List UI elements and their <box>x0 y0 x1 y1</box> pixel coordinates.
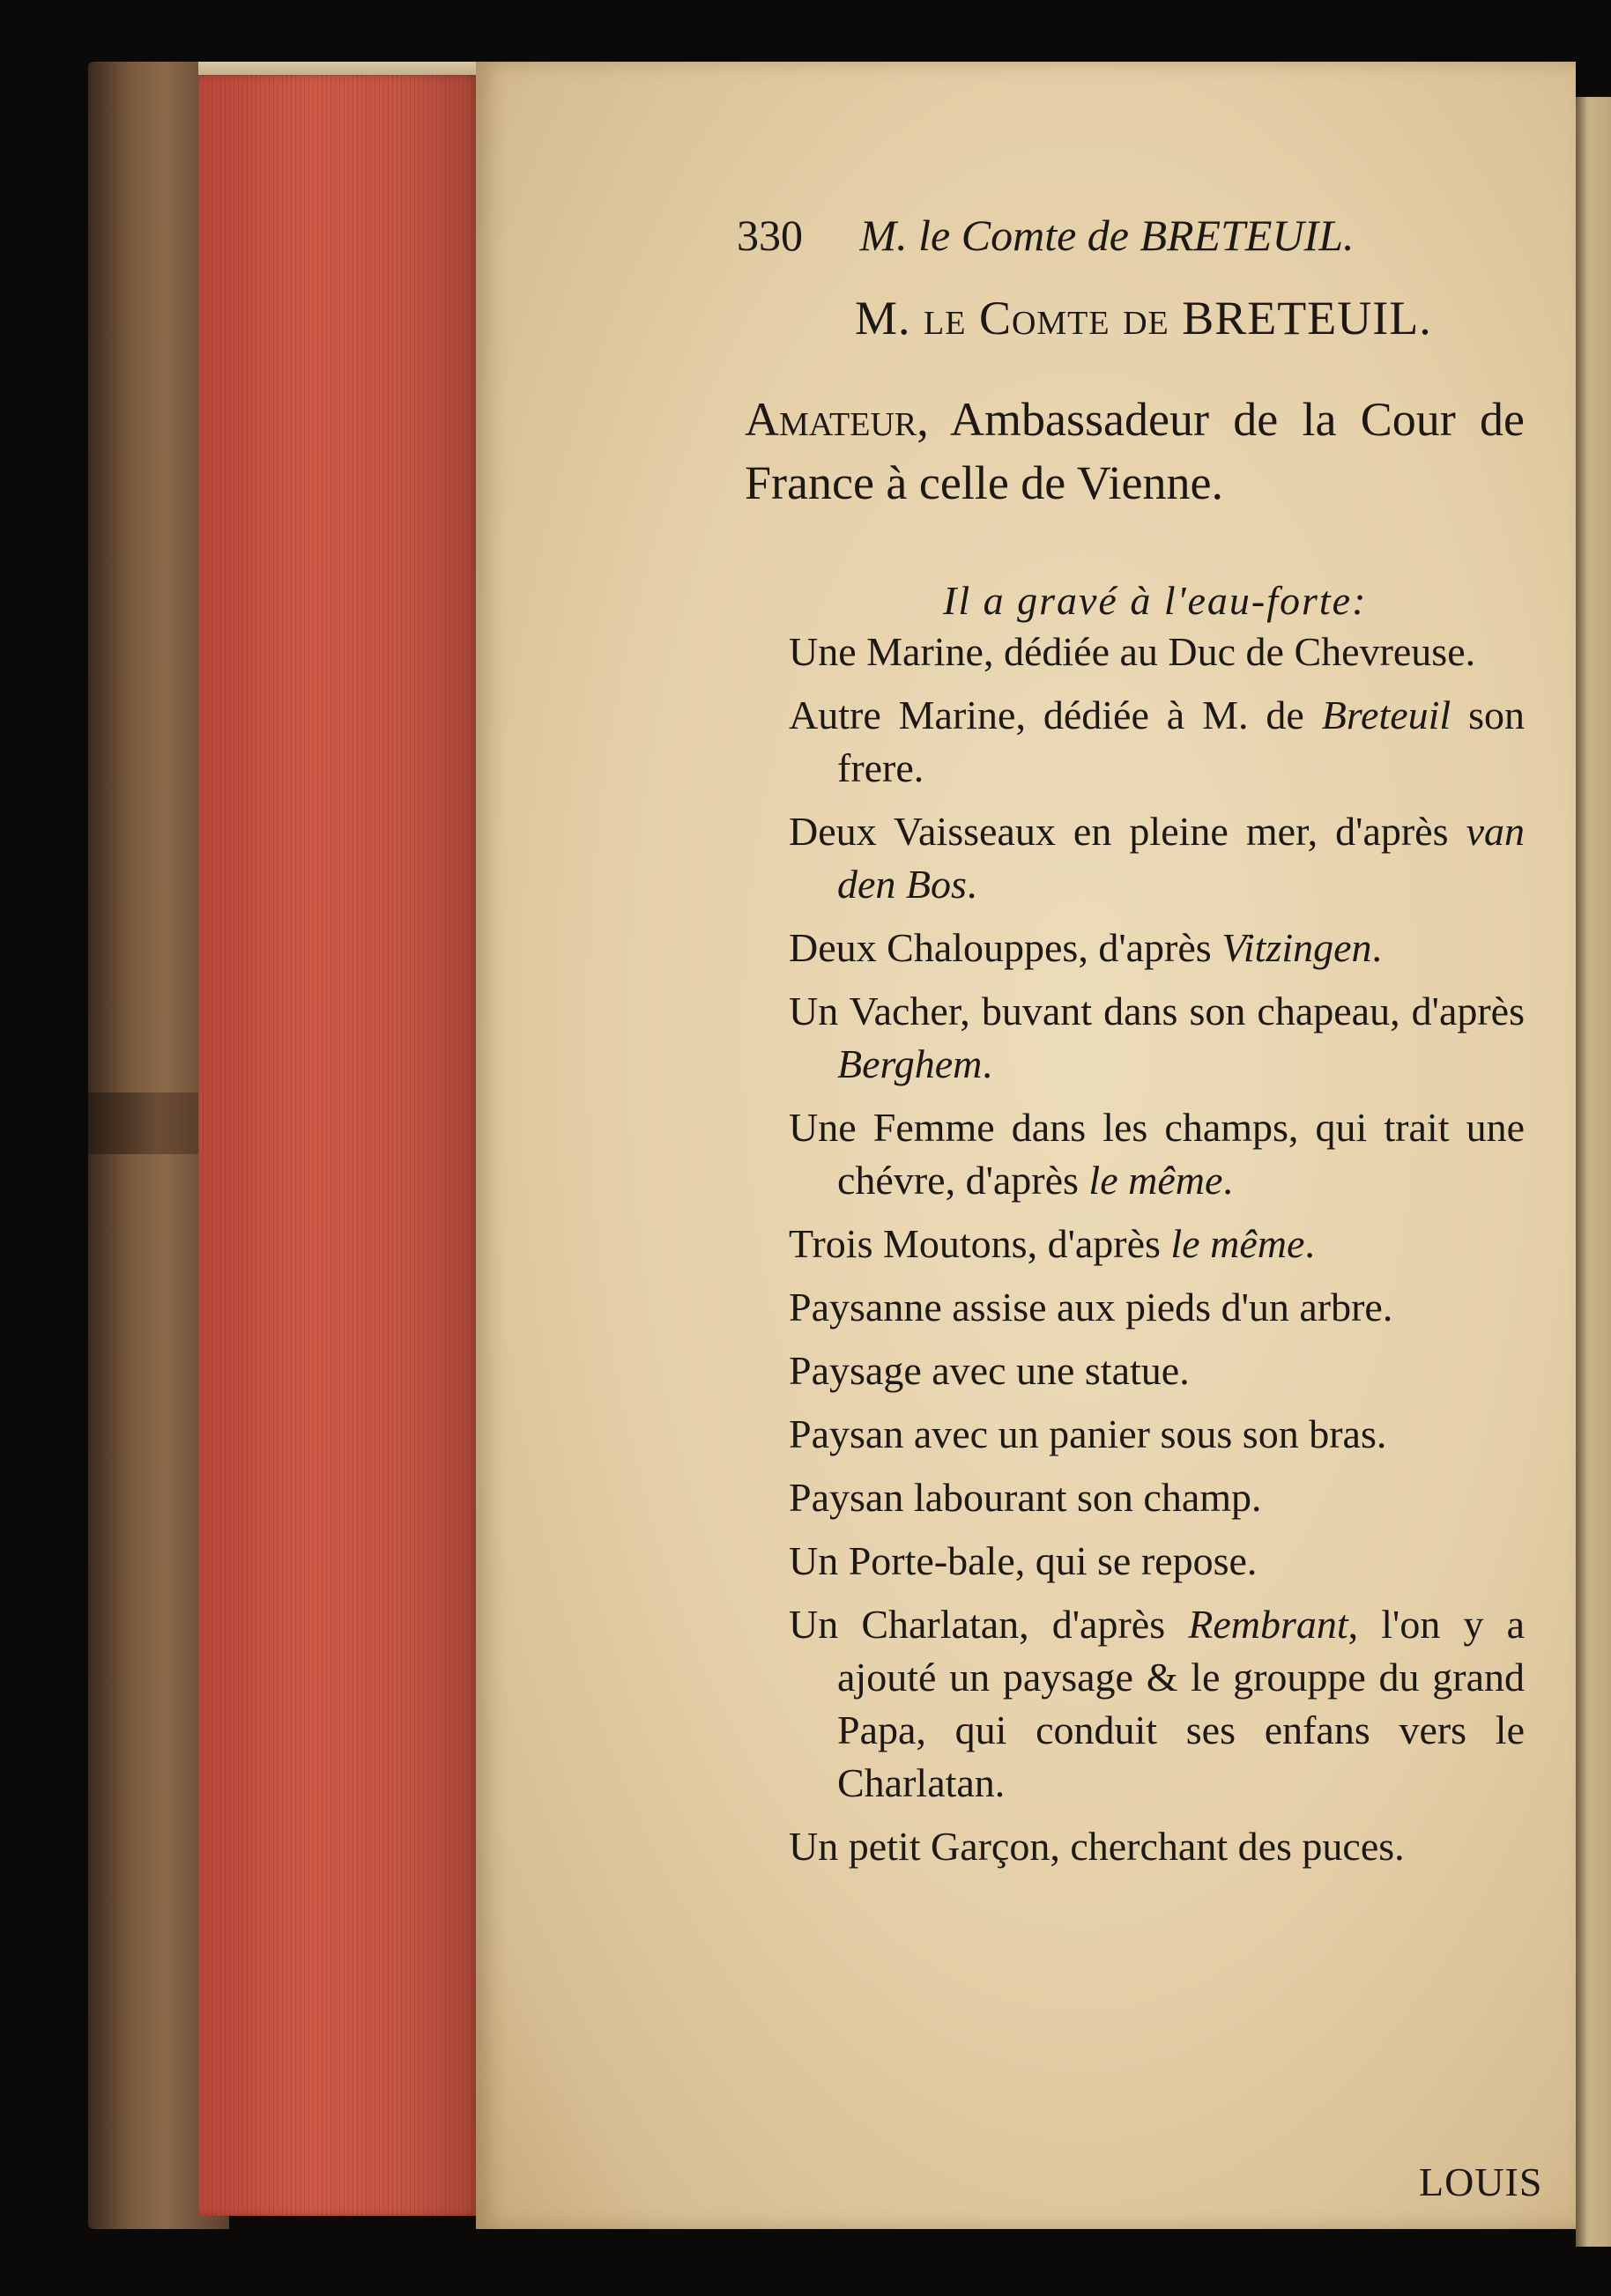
entry-italic: Breteuil <box>1321 693 1451 737</box>
entry-text: Trois Moutons, d'après <box>789 1221 1171 1266</box>
list-item <box>789 922 1525 974</box>
list-item <box>789 1218 1525 1270</box>
list-item <box>789 1820 1525 1873</box>
entry-text-end: . <box>1222 1158 1233 1203</box>
list-item <box>789 985 1525 1091</box>
list-item <box>789 689 1525 795</box>
entry-text-end: son frere. <box>837 693 1526 790</box>
entry-italic: Berghem <box>837 1041 983 1086</box>
entry-text: Paysan avec un panier sous son bras. <box>789 1411 1387 1456</box>
list-item <box>789 805 1525 911</box>
page-number: 330 <box>737 211 803 260</box>
entry-italic: le même <box>1170 1221 1305 1266</box>
catchword: LOUIS <box>1419 2159 1543 2204</box>
list-item <box>789 626 1525 678</box>
entry-text: Deux Vaisseaux en pleine mer, d'après <box>789 809 1466 854</box>
entry-text-end: . <box>966 862 977 907</box>
entry-text: Un Porte-bale, qui se repose. <box>789 1538 1258 1583</box>
list-item <box>789 1598 1525 1810</box>
entry-text: Paysage avec une statue. <box>789 1348 1190 1393</box>
entry-text: Un petit Garçon, cherchant des puces. <box>789 1824 1405 1869</box>
entry-italic: van den Bos <box>837 809 1525 907</box>
list-item <box>789 1101 1525 1207</box>
entry-text: Paysan labourant son champ. <box>789 1475 1262 1520</box>
page-text <box>476 62 1576 2229</box>
heading-name: BRETEUIL. <box>1182 292 1432 344</box>
list-item <box>789 1408 1525 1461</box>
entry-text-end: . <box>1371 925 1383 970</box>
list-item <box>789 1344 1525 1397</box>
entry-italic: le même <box>1088 1158 1223 1203</box>
intro-rest: , Ambassadeur de la Cour de France à celle de Vienne. <box>745 393 1525 509</box>
entry-text-end: , l'on y a ajouté un paysage & le grouppe du grand Papa, qui conduit ses enfans vers le Charlatan. <box>837 1602 1525 1805</box>
entry-text: Une Femme dans les champs, qui trait une chévre, d'après <box>789 1105 1525 1203</box>
subheading: Il a gravé à l'eau-forte: <box>943 578 1368 623</box>
list-item <box>789 1535 1525 1588</box>
entry-heading <box>855 291 1472 345</box>
running-title: M. le Comte de BRETEUIL. <box>859 211 1355 260</box>
works-list <box>789 626 1525 1884</box>
heading-prefix: M. le Comte de <box>855 292 1183 344</box>
red-page-edges <box>198 75 480 2216</box>
running-head <box>737 210 1468 261</box>
intro-first-word: Amateur <box>745 393 917 446</box>
entry-text: Une Marine, dédiée au Duc de Chevreuse. <box>789 629 1476 674</box>
entry-text-end: . <box>982 1041 992 1086</box>
facing-page-edge <box>1576 97 1611 2247</box>
entry-italic: Rembrant <box>1188 1602 1348 1647</box>
list-item <box>789 1281 1525 1334</box>
entry-italic: Vitzingen <box>1221 925 1372 970</box>
entry-text: Autre Marine, dédiée à M. de <box>789 693 1322 737</box>
entry-text: Paysanne assise aux pieds d'un arbre. <box>789 1285 1393 1329</box>
list-item <box>789 1471 1525 1524</box>
entry-text: Un Charlatan, d'après <box>789 1602 1189 1647</box>
intro-paragraph <box>745 388 1525 515</box>
entry-text: Deux Chalouppes, d'après <box>789 925 1222 970</box>
entry-text-end: . <box>1304 1221 1315 1266</box>
entry-text: Un Vacher, buvant dans son chapeau, d'après <box>789 989 1525 1033</box>
